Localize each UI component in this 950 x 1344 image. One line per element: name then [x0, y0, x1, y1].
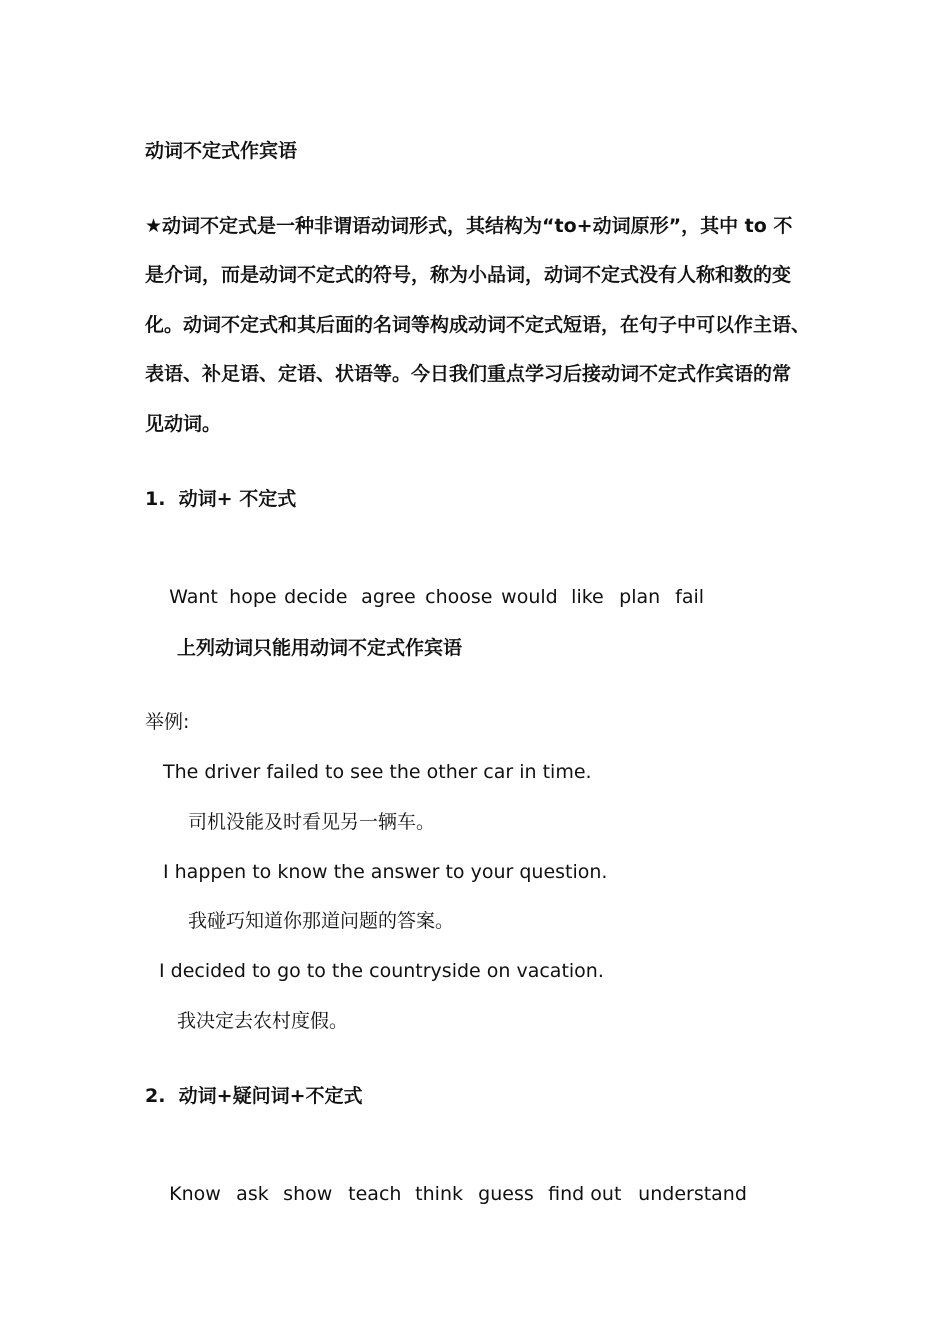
intro-line: 见动词。 [145, 413, 222, 435]
verb: decide [284, 586, 348, 608]
example-chinese: 我决定去农村度假。 [177, 1010, 349, 1032]
intro-line: 表语、补足语、定语、状语等。今日我们重点学习后接动词不定式作宾语的常 [145, 363, 792, 385]
section1-note: 上列动词只能用动词不定式作宾语 [177, 637, 463, 659]
example-english: The driver failed to see the other car in time. [163, 761, 592, 783]
section2-heading: 2. 动词+疑问词+不定式 [145, 1085, 363, 1107]
verb: understand [638, 1183, 747, 1205]
verb: Want [169, 586, 218, 608]
example-chinese: 我碰巧知道你那道问题的答案。 [188, 910, 455, 932]
verb: hope [229, 586, 277, 608]
verb: agree [361, 586, 416, 608]
verb: choose [425, 586, 493, 608]
example-chinese: 司机没能及时看见另一辆车。 [188, 811, 436, 833]
verb: find out [548, 1183, 622, 1205]
verb: show [283, 1183, 333, 1205]
verb: guess [478, 1183, 534, 1205]
verb: fail [675, 586, 705, 608]
section1-verb-list [145, 561, 704, 633]
page-title: 动词不定式作宾语 [145, 140, 298, 162]
section1-heading: 1. 动词+ 不定式 [145, 488, 297, 510]
verb: would [501, 586, 558, 608]
verb: plan [619, 586, 661, 608]
verb: Know [169, 1183, 221, 1205]
example-english: I happen to know the answer to your question. [163, 861, 608, 883]
verb: think [415, 1183, 463, 1205]
examples-label: 举例: [145, 711, 190, 733]
intro-line: 化。动词不定式和其后面的名词等构成动词不定式短语，在句子中可以作主语、 [145, 314, 811, 336]
intro-line: 是介词，而是动词不定式的符号，称为小品词，动词不定式没有人称和数的变 [145, 264, 792, 286]
section2-verb-list [145, 1158, 747, 1230]
verb: like [571, 586, 604, 608]
verb: ask [236, 1183, 269, 1205]
verb: teach [348, 1183, 402, 1205]
intro-line: ★动词不定式是一种非谓语动词形式，其结构为“to+动词原形”，其中 to 不 [145, 215, 793, 237]
example-english: I decided to go to the countryside on vacation. [159, 960, 604, 982]
